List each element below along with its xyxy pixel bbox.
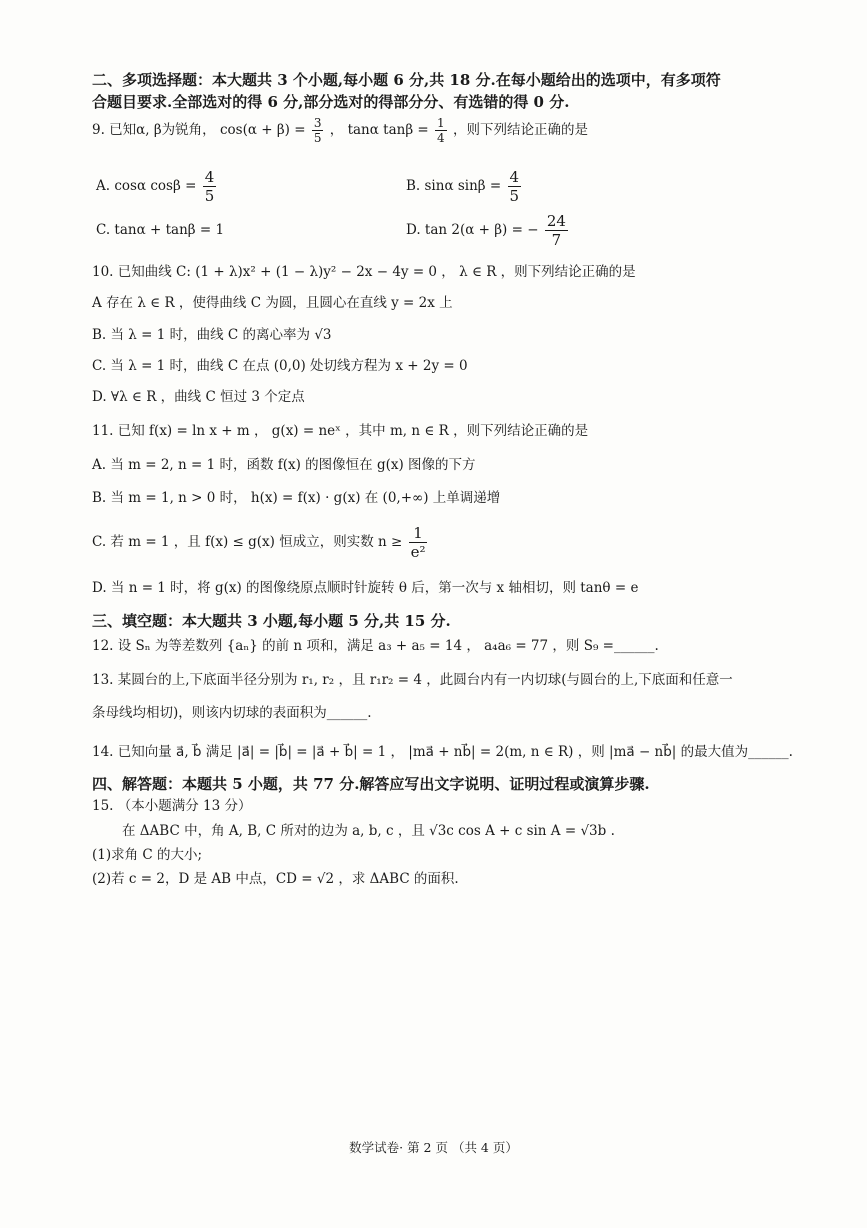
- q11-option-d: D. 当 n = 1 时，将 g(x) 的图像绕原点顺时针旋转 θ 后，第一次与 x 轴相切，则 tanθ = e: [92, 580, 639, 596]
- page-footer: 数学试卷· 第 2 页 （共 4 页）: [349, 1140, 518, 1155]
- q10-stem: 10. 已知曲线 C: (1 + λ)x² + (1 − λ)y² − 2x − 4y = 0 ， λ ∈ R ，则下列结论正确的是: [92, 264, 636, 280]
- q12: 12. 设 Sₙ 为等差数列 {aₙ} 的前 n 项和，满足 a₃ + a₅ = 14 ， a₄a₆ = 77 ，则 S₉ =______.: [92, 638, 659, 654]
- q13-line2: 条母线均相切)，则该内切球的表面积为______.: [92, 705, 372, 721]
- q9-stem-a: 9. 已知α, β为锐角， cos(α + β) =: [92, 122, 306, 138]
- q15-title: 15. （本小题满分 13 分）: [92, 798, 252, 814]
- q9-option-b-fraction: [508, 168, 522, 205]
- q13-line1: 13. 某圆台的上,下底面半径分别为 r₁, r₂ ，且 r₁r₂ = 4 ，此圆台内有一内切球(与圆台的上,下底面和任意一: [92, 672, 733, 688]
- q11-option-c-den: e²: [410, 543, 426, 561]
- q10-option-b: B. 当 λ = 1 时，曲线 C 的离心率为 √3: [92, 327, 332, 343]
- q9-option-d: [406, 212, 570, 249]
- q14: 14. 已知向量 a⃗, b⃗ 满足 |a⃗| = |b⃗| = |a⃗ + b⃗| = 1 ， |ma⃗ + nb⃗| = 2(m, n ∈ R) ，则 |ma⃗ − nb⃗| 的最大值为______.: [92, 744, 793, 760]
- q11-stem: 11. 已知 f(x) = ln x + m ， g(x) = neˣ ，其中 m, n ∈ R ，则下列结论正确的是: [92, 423, 589, 439]
- q9-option-d-text: D. tan 2(α + β) = −: [406, 222, 539, 238]
- q11-option-c-text: C. 若 m = 1 ，且 f(x) ≤ g(x) 恒成立，则实数 n ≥: [92, 534, 403, 550]
- q9-option-a: [96, 168, 218, 205]
- q11-option-b: B. 当 m = 1, n > 0 时， h(x) = f(x) · g(x) 在 (0,+∞) 上单调递增: [92, 490, 501, 506]
- q11-option-c-fraction: [409, 524, 428, 561]
- q9-option-b: [406, 168, 523, 205]
- q9-fraction-1: [312, 116, 324, 145]
- q9-option-d-fraction: [545, 212, 568, 249]
- q9-option-b-den: 5: [509, 187, 520, 205]
- q9-option-a-den: 5: [204, 187, 215, 205]
- q9-option-b-text: B. sinα sinβ =: [406, 178, 502, 194]
- q9-option-b-num: 4: [509, 168, 520, 186]
- q10-option-a: A 存在 λ ∈ R ，使得曲线 C 为圆，且圆心在直线 y = 2x 上: [92, 295, 453, 311]
- q9-option-a-fraction: [203, 168, 217, 205]
- q9-frac2-den: 4: [437, 131, 445, 145]
- q11-option-c: [92, 524, 787, 561]
- section2-heading-line2: 合题目要求.全部选对的得 6 分,部分选对的得部分分、有选错的得 0 分.: [92, 93, 570, 111]
- q9-stem-c: ，则下列结论正确的是: [452, 122, 588, 138]
- q9-option-c: C. tanα + tanβ = 1: [96, 222, 225, 238]
- q9-option-a-num: 4: [204, 168, 215, 186]
- q9-frac1-num: 3: [313, 116, 322, 130]
- q9-stem: [92, 116, 787, 145]
- q11-option-a: A. 当 m = 2, n = 1 时，函数 f(x) 的图像恒在 g(x) 图像的下方: [92, 457, 476, 473]
- q9-fraction-2: [435, 116, 447, 145]
- q9-option-d-num: 24: [546, 212, 566, 230]
- q9-frac1-den: 5: [313, 131, 322, 145]
- q10-option-c: C. 当 λ = 1 时，曲线 C 在点 (0,0) 处切线方程为 x + 2y = 0: [92, 358, 468, 374]
- section3-heading: 三、填空题：本大题共 3 小题,每小题 5 分,共 15 分.: [92, 612, 451, 630]
- q9-option-a-text: A. cosα cosβ =: [96, 178, 197, 194]
- q15-part1: (1)求角 C 的大小;: [92, 847, 203, 863]
- section4-heading: 四、解答题：本题共 5 小题，共 77 分.解答应写出文字说明、证明过程或演算步骤.: [92, 775, 650, 793]
- q15-stem: 在 ΔABC 中，角 A, B, C 所对的边为 a, b, c ，且 √3c cos A + c sin A = √3b .: [122, 823, 615, 839]
- q9-option-d-den: 7: [551, 231, 562, 249]
- q11-option-c-num: 1: [409, 524, 428, 543]
- section2-heading-line1: 二、多项选择题：本大题共 3 个小题,每小题 6 分,共 18 分.在每小题给出的选项中，有多项符: [92, 71, 721, 89]
- q15-part2: (2)若 c = 2，D 是 AB 中点，CD = √2 ，求 ΔABC 的面积.: [92, 871, 459, 887]
- q10-option-d: D. ∀λ ∈ R ，曲线 C 恒过 3 个定点: [92, 389, 305, 405]
- q9-stem-b: ， tanα tanβ =: [329, 122, 429, 138]
- q9-frac2-num: 1: [437, 116, 445, 130]
